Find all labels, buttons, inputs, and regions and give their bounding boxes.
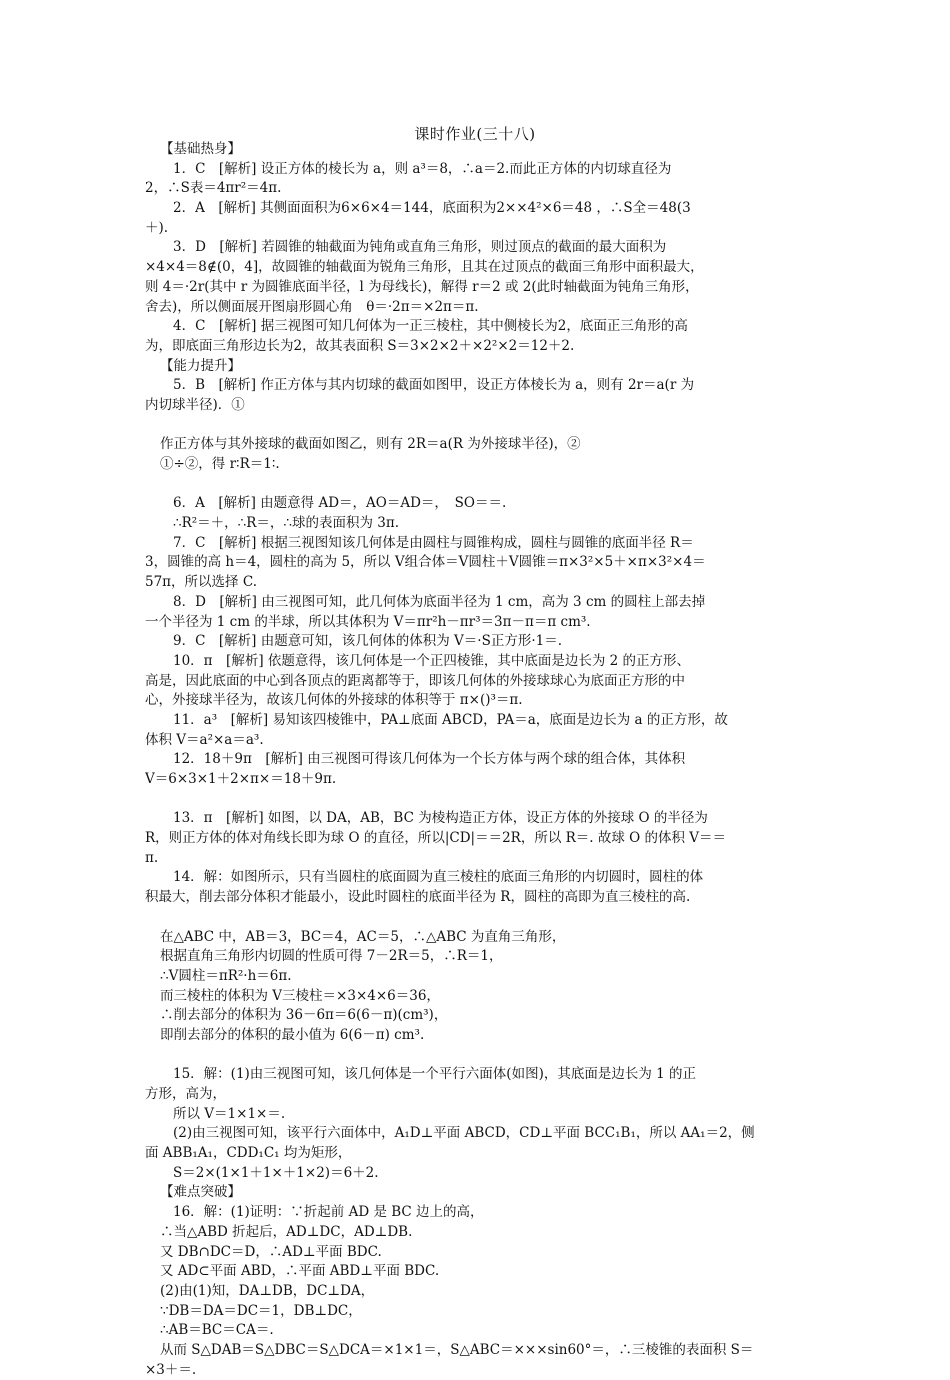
section-heading: 【难点突破】 bbox=[160, 1184, 241, 1201]
text-line: π. bbox=[145, 849, 159, 866]
text-line: 心，外接球半径为，故该几何体的外接球的体积等于 π×()³＝π. bbox=[145, 692, 523, 709]
text-line: ①÷②，得 r∶R＝1∶. bbox=[160, 456, 280, 472]
text-line: 所以 V＝1×1×＝. bbox=[173, 1105, 286, 1122]
text-line: ×3＋＝. bbox=[145, 1361, 197, 1378]
text-line: ＋). bbox=[145, 219, 169, 236]
text-line: 6．A [解析] 由题意得 AD＝，AO＝AD＝， SO＝＝. bbox=[173, 495, 507, 512]
text-line: 体积 V＝a²×a＝a³. bbox=[145, 731, 264, 748]
text-line: 13．π [解析] 如图，以 DA，AB，BC 为棱构造正方体，设正方体的外接球 O 的半径为 bbox=[173, 810, 708, 827]
blank-line bbox=[145, 475, 810, 495]
text-line: 2．A [解析] 其侧面面积为6×6×4＝144，底面积为2××4²×6＝48 ，∴S全＝48(3 bbox=[173, 200, 691, 217]
document-body bbox=[145, 140, 810, 1380]
text-line: 12．18＋9π [解析] 由三视图可得该几何体为一个长方体与两个球的组合体，其体积 bbox=[173, 751, 686, 768]
text-line: 为，即底面三角形边长为2，故其表面积 S＝3×2×2＋×2²×2＝12＋2. bbox=[145, 337, 575, 354]
text-line: 1．C [解析] 设正方体的棱长为 a，则 a³＝8，∴a＝2.而此正方体的内切球直径为 bbox=[173, 160, 672, 177]
text-line: ∴R²＝＋，∴R＝，∴球的表面积为 3π. bbox=[173, 515, 400, 532]
text-line: 一个半径为 1 cm 的半球，所以其体积为 V＝πr²h－πr³＝3π－π＝π cm³. bbox=[145, 613, 591, 630]
text-line: (2)由(1)知，DA⊥DB，DC⊥DA， bbox=[160, 1282, 375, 1299]
text-line: 积最大，削去部分体积才能最小，设此时圆柱的底面半径为 R，圆柱的高即为直三棱柱的高. bbox=[145, 889, 691, 906]
text-line: 则 4＝·2r(其中 r 为圆锥底面半径，l 为母线长)，解得 r＝2 或 2(此时轴截面为钝角三角形， bbox=[145, 278, 699, 295]
text-line: 3，圆锥的高 h＝4，圆柱的高为 5，所以 V组合体＝V圆柱＋V圆锥＝π×3²×5＋×π×3²×4＝ bbox=[145, 554, 706, 571]
text-line: ∴削去部分的体积为 36－6π＝6(6－π)(cm³)， bbox=[160, 1007, 448, 1024]
section-heading: 【基础热身】 bbox=[160, 141, 241, 157]
section-heading: 【能力提升】 bbox=[160, 357, 241, 374]
text-line: ∵DB＝DA＝DC＝1，DB⊥DC， bbox=[160, 1302, 362, 1319]
text-line: 面 ABB₁A₁，CDD₁C₁ 均为矩形， bbox=[145, 1145, 352, 1162]
text-line: 在△ABC 中，AB＝3，BC＝4，AC＝5，∴△ABC 为直角三角形， bbox=[160, 928, 566, 945]
text-line: (2)由三视图可知，该平行六面体中，A₁D⊥平面 ABCD，CD⊥平面 BCC₁B₁，所以 AA₁＝2，侧 bbox=[173, 1125, 755, 1142]
text-line: 方形，高为， bbox=[145, 1086, 226, 1102]
text-line: 作正方体与其外接球的截面如图乙，则有 2R＝a(R 为外接球半径)，② bbox=[160, 436, 581, 453]
text-line: 3．D [解析] 若圆锥的轴截面为钝角或直角三角形，则过顶点的截面的最大面积为 bbox=[173, 239, 667, 256]
text-line: ×4×4＝8∉(0，4]，故圆锥的轴截面为锐角三角形，且其在过顶点的截面三角形中面积最大， bbox=[145, 259, 704, 276]
text-line: 又 AD⊂平面 ABD，∴平面 ABD⊥平面 BDC. bbox=[160, 1263, 440, 1280]
blank-line bbox=[145, 416, 810, 436]
text-line: 4．C [解析] 据三视图可知几何体为一正三棱柱，其中侧棱长为2，底面正三角形的高 bbox=[173, 318, 688, 335]
page-title: 课时作业(三十八) bbox=[414, 125, 536, 143]
text-line: 即削去部分的体积的最小值为 6(6－π) cm³. bbox=[160, 1026, 425, 1043]
text-line: 而三棱柱的体积为 V三棱柱＝×3×4×6＝36， bbox=[160, 987, 440, 1004]
text-line: 10．π [解析] 依题意得，该几何体是一个正四棱锥，其中底面是边长为 2 的正方形、 bbox=[173, 652, 691, 669]
text-line: 根据直角三角形内切圆的性质可得 7－2R＝5，∴R＝1， bbox=[160, 948, 503, 965]
text-line: 9．C [解析] 由题意可知，该几何体的体积为 V＝·S正方形·1＝. bbox=[173, 633, 562, 650]
text-line: ∴V圆柱＝πR²·h＝6π. bbox=[160, 967, 292, 984]
text-line: 11．a³ [解析] 易知该四棱锥中，PA⊥底面 ABCD，PA＝a，底面是边长为 a 的正方形，故 bbox=[173, 711, 728, 728]
text-line: 2，∴S表＝4πr²＝4π. bbox=[145, 180, 282, 197]
text-line: ∴AB＝BC＝CA＝. bbox=[160, 1322, 274, 1339]
text-line: 高是，因此底面的中心到各顶点的距离都等于，即该几何体的外接球球心为底面正方形的中 bbox=[145, 672, 685, 689]
text-line: ∴当△ABD 折起后，AD⊥DC，AD⊥DB. bbox=[160, 1223, 413, 1240]
blank-line bbox=[145, 1046, 810, 1066]
blank-line bbox=[145, 908, 810, 928]
blank-line bbox=[145, 790, 810, 810]
text-line: 8．D [解析] 由三视图可知，此几何体为底面半径为 1 cm，高为 3 cm 的圆柱上部去掉 bbox=[173, 593, 706, 610]
text-line: 7．C [解析] 根据三视图知该几何体是由圆柱与圆锥构成，圆柱与圆锥的底面半径 R＝ bbox=[173, 534, 694, 551]
text-line: 14．解：如图所示，只有当圆柱的底面圆为直三棱柱的底面三角形的内切圆时，圆柱的体 bbox=[173, 869, 704, 886]
text-line: 内切球半径)．① bbox=[145, 396, 245, 413]
text-line: 15．解：(1)由三视图可知，该几何体是一个平行六面体(如图)，其底面是边长为 1 的正 bbox=[173, 1066, 697, 1083]
text-line: S＝2×(1×1＋1×＋1×2)＝6＋2. bbox=[173, 1164, 379, 1181]
text-line: 57π，所以选择 C. bbox=[145, 574, 257, 591]
text-line: R，则正方体的体对角线长即为球 O 的直径，所以|CD|＝＝2R，所以 R＝. 故球 O 的体积 V＝＝ bbox=[145, 830, 727, 847]
text-line: 舍去)，所以侧面展开图扇形圆心角 θ＝·2π＝×2π＝π. bbox=[145, 298, 479, 315]
text-line: V＝6×3×1＋2×π×＝18＋9π. bbox=[145, 771, 337, 787]
text-line: 16．解：(1)证明：∵折起前 AD 是 BC 边上的高， bbox=[173, 1204, 484, 1221]
text-line: 从而 S△DAB＝S△DBC＝S△DCA＝×1×1＝，S△ABC＝×××sin60°＝，∴三棱锥的表面积 S＝ bbox=[160, 1341, 754, 1358]
text-line: 又 DB∩DC＝D，∴AD⊥平面 BDC. bbox=[160, 1243, 382, 1260]
text-line: 5．B [解析] 作正方体与其内切球的截面如图甲，设正方体棱长为 a，则有 2r＝a(r 为 bbox=[173, 377, 695, 394]
